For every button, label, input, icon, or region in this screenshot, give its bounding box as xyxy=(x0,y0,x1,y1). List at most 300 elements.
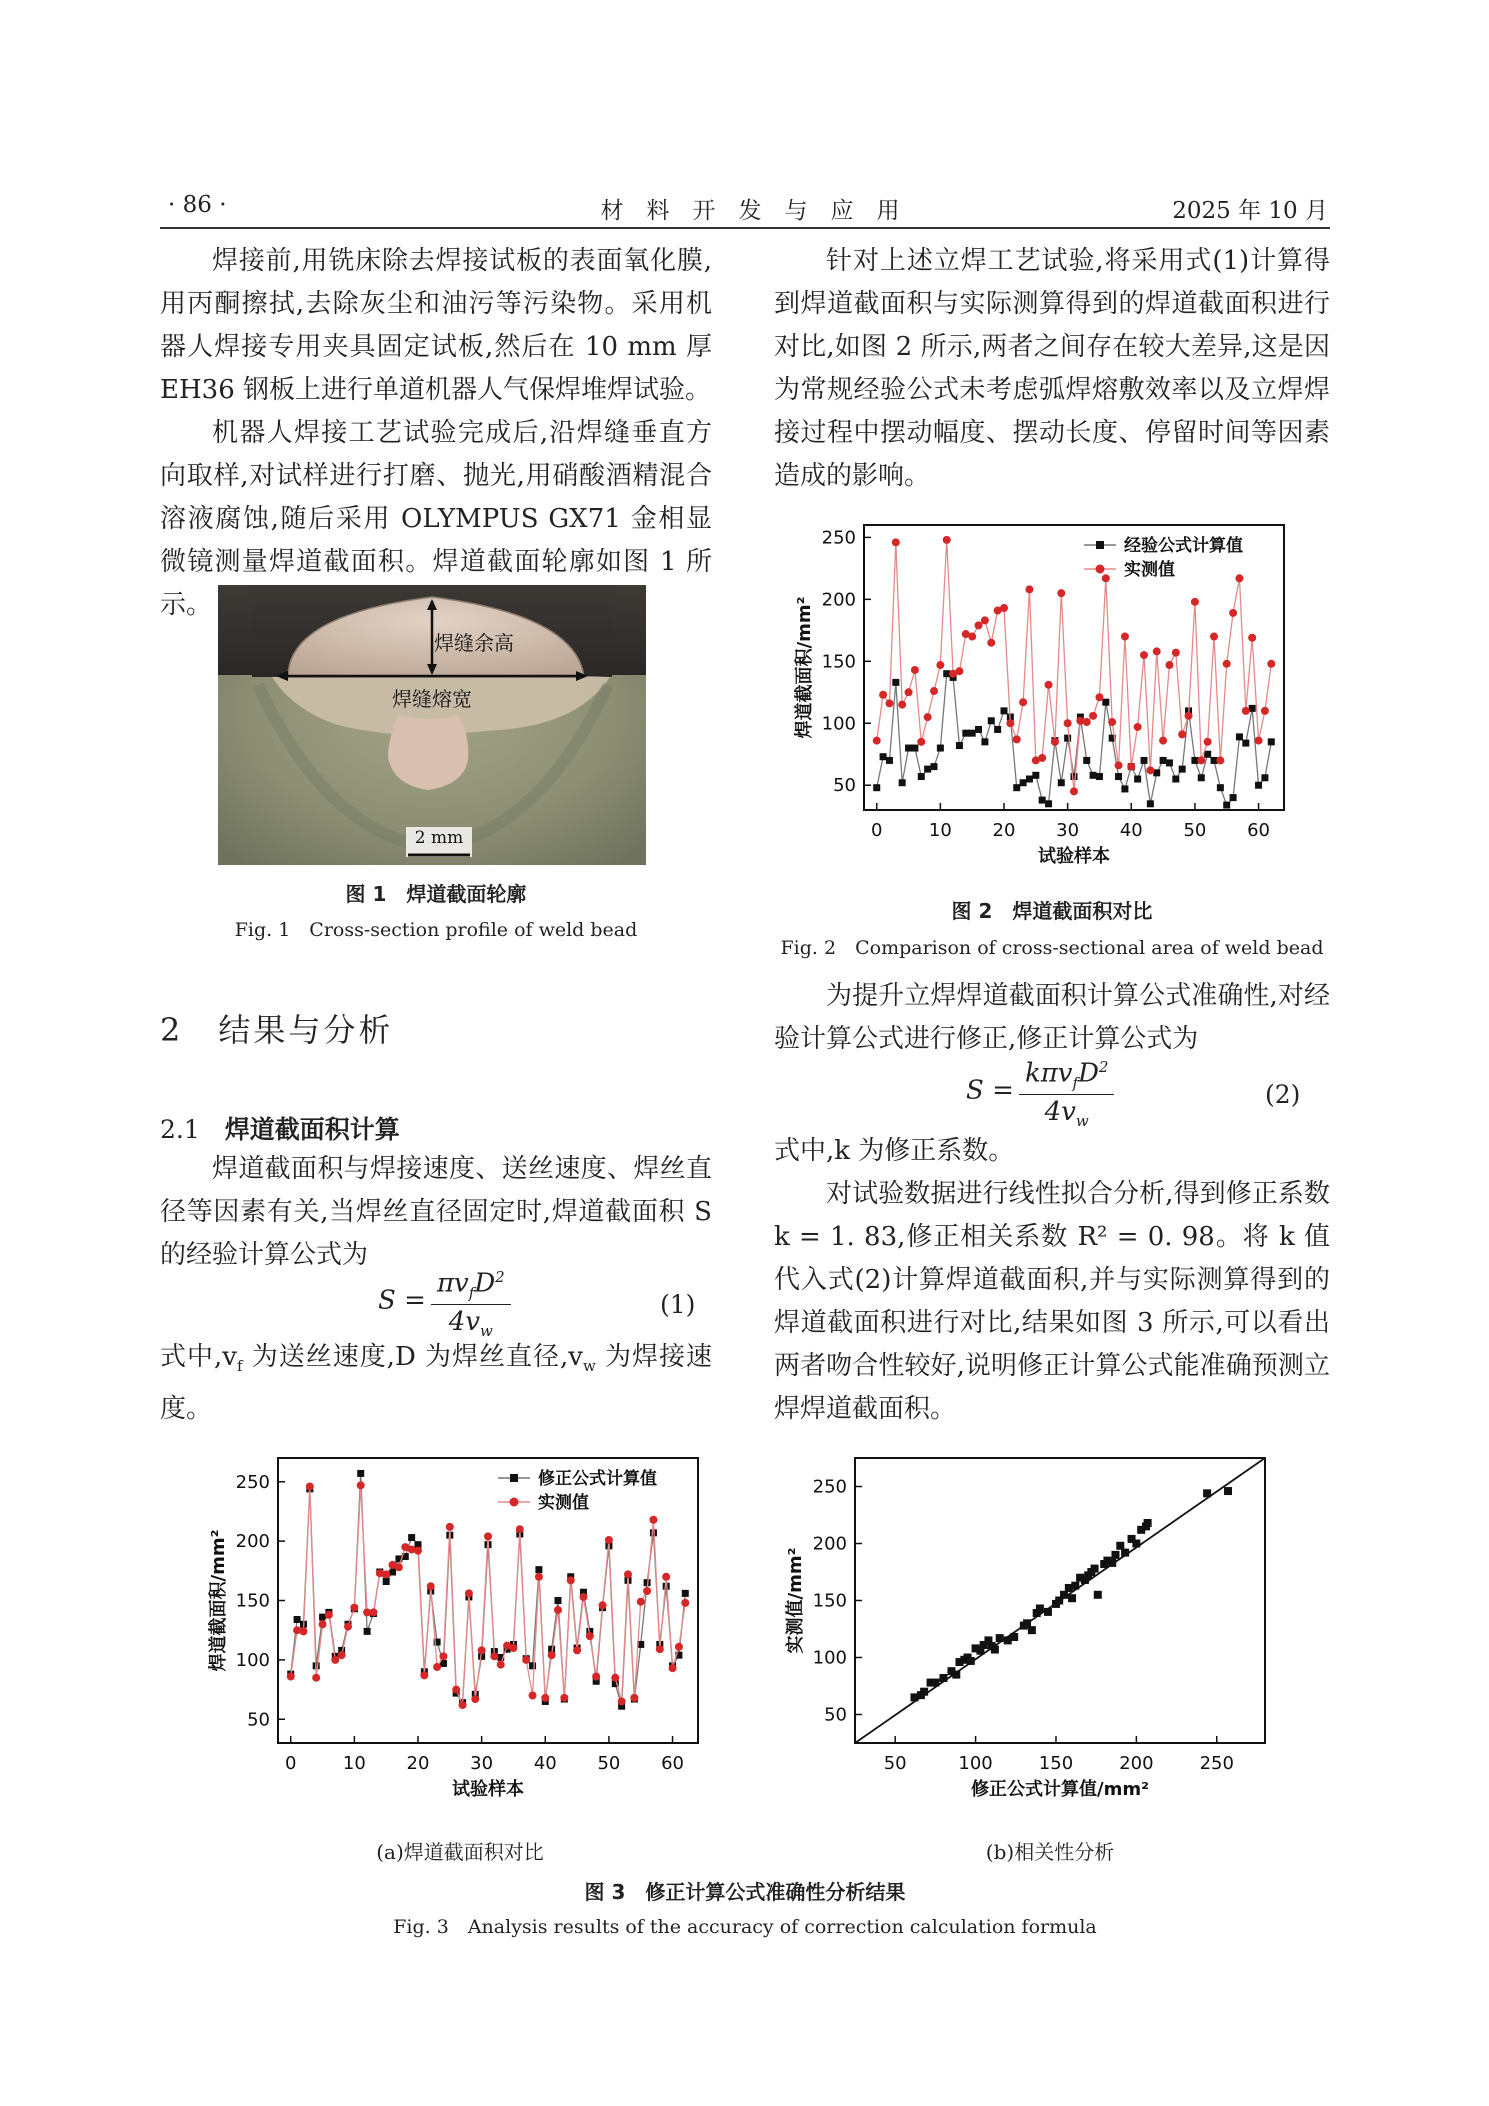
data-point-circle xyxy=(287,1673,295,1681)
data-point-circle xyxy=(395,1563,403,1571)
data-point-circle xyxy=(1025,585,1033,593)
data-point-circle xyxy=(1172,649,1180,657)
data-point-square xyxy=(956,742,963,749)
data-point-circle xyxy=(529,1692,537,1700)
data-point-circle xyxy=(382,1570,390,1578)
x-tick-label: 20 xyxy=(992,820,1016,841)
data-point-square xyxy=(682,1590,689,1597)
data-point-square xyxy=(1147,800,1154,807)
data-point-circle xyxy=(554,1606,562,1614)
y-tick-label: 150 xyxy=(821,651,856,673)
data-point-circle xyxy=(605,1536,613,1544)
x-tick-label: 60 xyxy=(1247,820,1270,841)
x-tick-label: 250 xyxy=(1199,1753,1234,1774)
right-paragraph-2: 为提升立焊焊道截面积计算公式准确性,对经验计算公式进行修正,修正计算公式为 xyxy=(774,981,1330,1054)
y-tick-label: 250 xyxy=(821,527,856,549)
data-point-circle xyxy=(630,1694,638,1702)
x-tick-label: 30 xyxy=(470,1753,494,1774)
data-point-circle xyxy=(465,1589,473,1597)
series-line xyxy=(291,1485,686,1705)
eq2-num-sup: 2 xyxy=(1098,1058,1109,1076)
data-point-square xyxy=(1020,779,1027,786)
x-axis-label: 修正公式计算值/mm² xyxy=(971,1779,1149,1800)
data-point-square xyxy=(1090,772,1097,779)
data-point-circle xyxy=(873,737,881,745)
x-tick-label: 30 xyxy=(1056,820,1080,841)
right-paragraph-1: 针对上述立焊工艺试验,将采用式(1)计算得到焊道截面积与实际测算得到的焊道截面积进行对比,如图 2 所示,两者之间存在较大差异,这是因为常规经验公式未考虑弧焊熔敷效率以及立焊焊接过程中摆动幅度、摆动长度、停留时间等因素造成的影响。 xyxy=(774,246,1330,491)
p4-sub1: f xyxy=(236,1357,243,1376)
data-point-square xyxy=(886,757,893,764)
data-point-square xyxy=(1001,707,1008,714)
figure-1-caption-cn: 图 1 焊道截面轮廓 xyxy=(345,882,527,906)
data-point-circle xyxy=(541,1694,549,1702)
eq1-num-sup: 2 xyxy=(495,1268,505,1286)
data-point-square xyxy=(952,1671,960,1679)
data-point-square xyxy=(918,773,925,780)
x-tick-label: 60 xyxy=(661,1753,684,1774)
data-point-square xyxy=(408,1534,415,1541)
figure-3a-chart xyxy=(198,1440,718,1820)
data-point-circle xyxy=(446,1523,454,1531)
y-tick-label: 50 xyxy=(824,1704,847,1726)
data-point-square xyxy=(991,1646,999,1654)
data-point-square xyxy=(1116,1542,1124,1550)
data-point-circle xyxy=(936,661,944,669)
data-point-square xyxy=(1094,1591,1102,1599)
data-point-circle xyxy=(490,1652,498,1660)
data-point-square xyxy=(1132,1540,1140,1548)
x-axis-label: 试验样本 xyxy=(1038,846,1110,867)
eq1-fraction xyxy=(431,1268,511,1340)
data-point-circle xyxy=(1191,598,1199,606)
data-point-circle xyxy=(599,1601,607,1609)
p4-c: 为焊接速度。 xyxy=(160,1342,712,1425)
data-point-square xyxy=(1230,794,1237,801)
data-point-circle xyxy=(459,1701,467,1709)
data-point-square xyxy=(1028,1626,1036,1634)
figure-1-caption-en: Fig. 1 Cross-section profile of weld bead xyxy=(234,919,638,941)
data-point-circle xyxy=(898,701,906,709)
data-point-square xyxy=(1083,757,1090,764)
figure-1-micrograph xyxy=(218,585,646,865)
data-point-circle xyxy=(478,1646,486,1654)
eq1-num-sub: f xyxy=(468,1283,475,1302)
data-point-circle xyxy=(1045,681,1053,689)
subsection-heading xyxy=(160,1110,400,1146)
data-point-square xyxy=(994,726,1001,733)
data-point-circle xyxy=(649,1516,657,1524)
data-point-square xyxy=(1121,1549,1129,1557)
data-point-circle xyxy=(579,1593,587,1601)
x-tick-label: 20 xyxy=(406,1753,430,1774)
data-point-circle xyxy=(1108,718,1116,726)
eq2-num: kπv xyxy=(1024,1058,1073,1089)
data-point-circle xyxy=(1140,651,1148,659)
data-point-circle xyxy=(484,1532,492,1540)
data-point-circle xyxy=(1223,660,1231,668)
eq2-lhs: S = xyxy=(966,1075,1014,1106)
data-point-circle xyxy=(1153,647,1161,655)
x-tick-label: 50 xyxy=(1183,820,1207,841)
data-point-square xyxy=(1141,757,1148,764)
y-axis-label: 实测值/mm² xyxy=(785,1547,806,1654)
figure-3-caption-cn: 图 3 修正计算公式准确性分析结果 xyxy=(584,1880,906,1904)
figure-3-caption-en: Fig. 3 Analysis results of the accuracy of correction calculation formula xyxy=(393,1916,1097,1938)
data-point-square xyxy=(357,1470,364,1477)
y-tick-label: 50 xyxy=(247,1709,270,1731)
y-axis-label: 焊道截面积/mm² xyxy=(794,596,815,739)
equation-2-number: (2) xyxy=(1265,1080,1301,1109)
y-tick-label: 200 xyxy=(821,589,856,611)
data-point-square xyxy=(1144,1519,1152,1527)
label-weld-height: 焊缝余高 xyxy=(434,631,514,655)
data-point-circle xyxy=(414,1547,422,1555)
data-point-circle xyxy=(1121,633,1129,641)
data-point-circle xyxy=(592,1673,600,1681)
data-point-square xyxy=(1032,772,1039,779)
x-tick-label: 0 xyxy=(871,820,883,841)
data-point-circle xyxy=(1115,761,1123,769)
y-axis-label: 焊道截面积/mm² xyxy=(208,1529,229,1672)
data-point-square xyxy=(1096,773,1103,780)
data-point-circle xyxy=(331,1656,339,1664)
y-tick-label: 100 xyxy=(821,713,856,735)
data-point-circle xyxy=(1210,633,1218,641)
data-point-square xyxy=(1255,782,1262,789)
data-point-circle xyxy=(1064,719,1072,727)
y-tick-label: 100 xyxy=(235,1649,270,1671)
data-point-square xyxy=(905,745,912,752)
data-point-square xyxy=(1036,1604,1044,1612)
y-tick-label: 200 xyxy=(812,1533,847,1555)
data-point-circle xyxy=(1000,604,1008,612)
eq1-den-sub: w xyxy=(480,1322,493,1341)
eq1-lhs: S = xyxy=(378,1285,426,1316)
data-point-circle xyxy=(312,1674,320,1682)
data-point-circle xyxy=(637,1598,645,1606)
data-point-circle xyxy=(1013,735,1021,743)
data-point-circle xyxy=(1248,634,1256,642)
data-point-circle xyxy=(987,639,995,647)
x-tick-label: 40 xyxy=(533,1753,557,1774)
eq2-num-tail: D xyxy=(1078,1058,1099,1089)
data-point-square xyxy=(899,779,906,786)
data-point-square xyxy=(920,1688,928,1696)
data-point-circle xyxy=(1229,609,1237,617)
data-point-square xyxy=(1010,1633,1018,1641)
data-point-circle xyxy=(319,1620,327,1628)
data-point-circle xyxy=(669,1664,677,1672)
data-point-circle xyxy=(560,1694,568,1702)
legend-label: 实测值 xyxy=(538,1493,589,1513)
data-point-square xyxy=(911,745,918,752)
data-point-square xyxy=(1172,776,1179,783)
data-point-circle xyxy=(573,1646,581,1654)
data-point-square xyxy=(1236,733,1243,740)
data-point-square xyxy=(1023,1619,1031,1627)
data-point-square xyxy=(1160,757,1167,764)
legend-marker xyxy=(1096,541,1104,549)
data-point-circle xyxy=(681,1599,689,1607)
data-point-square xyxy=(1242,740,1249,747)
data-point-circle xyxy=(955,667,963,675)
data-point-square xyxy=(1166,759,1173,766)
data-point-square xyxy=(1204,751,1211,758)
data-point-circle xyxy=(611,1674,619,1682)
figure-2-caption-en: Fig. 2 Comparison of cross-sectional area of weld bead xyxy=(780,937,1324,959)
x-tick-label: 10 xyxy=(342,1753,366,1774)
scale-bar-label: 2 mm xyxy=(414,828,464,848)
data-point-square xyxy=(1179,766,1186,773)
figure-3b-chart xyxy=(760,1440,1280,1820)
data-point-square xyxy=(892,679,899,686)
data-point-circle xyxy=(471,1695,479,1703)
data-point-circle xyxy=(968,633,976,641)
data-point-square xyxy=(555,1597,562,1604)
data-point-square xyxy=(939,1674,947,1682)
data-point-square xyxy=(1217,784,1224,791)
left-paragraph-3: 焊道截面积与焊接速度、送丝速度、焊丝直径等因素有关,当焊丝直径固定时,焊道截面积 S 的经验计算公式为 xyxy=(160,1154,712,1270)
data-point-circle xyxy=(306,1483,314,1491)
eq1-den: 4v xyxy=(448,1306,481,1337)
x-tick-label: 40 xyxy=(1119,820,1143,841)
legend-marker xyxy=(1096,565,1105,574)
x-tick-label: 100 xyxy=(958,1753,993,1774)
subsection-number: 2.1 xyxy=(160,1115,200,1144)
data-point-square xyxy=(1091,1565,1099,1573)
data-point-circle xyxy=(1006,719,1014,727)
data-point-circle xyxy=(1197,756,1205,764)
data-point-square xyxy=(967,1657,975,1665)
data-point-square xyxy=(294,1616,301,1623)
page-number: · 86 · xyxy=(168,192,227,218)
data-point-square xyxy=(383,1578,390,1585)
data-point-square xyxy=(1064,735,1071,742)
data-point-square xyxy=(1203,1489,1211,1497)
data-point-circle xyxy=(1038,754,1046,762)
data-point-circle xyxy=(643,1587,651,1595)
data-point-circle xyxy=(1095,693,1103,701)
data-point-square xyxy=(924,766,931,773)
legend-label: 修正公式计算值 xyxy=(538,1469,657,1489)
data-point-circle xyxy=(1255,737,1263,745)
data-point-circle xyxy=(917,738,925,746)
data-point-circle xyxy=(1102,574,1110,582)
y-tick-label: 250 xyxy=(812,1476,847,1498)
data-point-square xyxy=(996,1634,1004,1642)
equation-2 xyxy=(966,1058,1114,1130)
data-point-circle xyxy=(1165,661,1173,669)
data-point-circle xyxy=(357,1481,365,1489)
data-point-circle xyxy=(522,1656,530,1664)
legend-label: 实测值 xyxy=(1124,560,1175,580)
data-point-square xyxy=(931,1679,939,1687)
data-point-circle xyxy=(1204,738,1212,746)
data-point-square xyxy=(1071,1582,1079,1590)
data-point-square xyxy=(931,763,938,770)
header-rule xyxy=(160,227,1330,229)
data-point-square xyxy=(1134,776,1141,783)
y-tick-label: 150 xyxy=(235,1590,270,1612)
data-point-circle xyxy=(975,621,983,629)
left-paragraph-1: 焊接前,用铣床除去焊接试板的表面氧化膜,用丙酮擦拭,去除灰尘和油污等污染物。采用机器人焊接专用夹具固定试板,然后在 10 mm 厚 EH36 钢板上进行单道机器人气保焊堆焊试验。 xyxy=(160,246,712,405)
data-point-circle xyxy=(1235,574,1243,582)
y-tick-label: 250 xyxy=(235,1471,270,1493)
data-point-circle xyxy=(662,1573,670,1581)
label-weld-width: 焊缝熔宽 xyxy=(392,687,472,711)
data-point-circle xyxy=(930,687,938,695)
data-point-square xyxy=(1121,785,1128,792)
data-point-circle xyxy=(1178,730,1186,738)
data-point-circle xyxy=(1242,707,1250,715)
eq2-fraction xyxy=(1019,1058,1115,1130)
data-point-circle xyxy=(1089,712,1097,720)
data-point-circle xyxy=(624,1570,632,1578)
section-heading: 2 结果与分析 xyxy=(160,1011,394,1049)
figure-2-chart xyxy=(774,505,1314,880)
data-point-circle xyxy=(1134,723,1142,731)
issue-date: 2025 年 10 月 xyxy=(1172,198,1328,224)
data-point-square xyxy=(1060,1591,1068,1599)
legend-marker xyxy=(510,1498,519,1507)
data-point-square xyxy=(1058,779,1065,786)
data-point-square xyxy=(962,730,969,737)
eq2-num-sub: f xyxy=(1072,1073,1079,1092)
data-point-square xyxy=(975,726,982,733)
data-point-circle xyxy=(567,1576,575,1584)
data-point-square xyxy=(1071,773,1078,780)
x-tick-label: 50 xyxy=(883,1753,907,1774)
x-tick-label: 150 xyxy=(1038,1753,1074,1774)
p4-sub2: w xyxy=(582,1357,596,1376)
legend-label: 经验公式计算值 xyxy=(1124,536,1243,556)
p4-b: 为送丝速度,D 为焊丝直径,v xyxy=(242,1342,583,1372)
data-point-circle xyxy=(299,1627,307,1635)
data-point-square xyxy=(937,745,944,752)
figure-3a-subcaption: (a)焊道截面积对比 xyxy=(376,1840,544,1864)
data-point-circle xyxy=(892,538,900,546)
data-point-circle xyxy=(452,1686,460,1694)
data-point-circle xyxy=(1185,712,1193,720)
data-point-square xyxy=(1013,784,1020,791)
data-point-circle xyxy=(1057,589,1065,597)
data-point-circle xyxy=(1159,737,1167,745)
y-tick-label: 150 xyxy=(812,1590,847,1612)
data-point-circle xyxy=(420,1671,428,1679)
data-point-square xyxy=(1108,1559,1116,1567)
data-point-square xyxy=(1261,774,1268,781)
data-point-circle xyxy=(943,536,951,544)
p4-a: 式中,v xyxy=(160,1342,237,1372)
right-paragraph-3: 式中,k 为修正系数。 xyxy=(774,1136,1015,1166)
data-point-circle xyxy=(879,691,887,699)
series-line xyxy=(291,1473,686,1706)
right-paragraph-4: 对试验数据进行线性拟合分析,得到修正系数 k = 1. 83,修正相关系数 R² = 0. 98。将 k 值代入式(2)计算焊道截面积,并与实际测算得到的焊道截面积进行对比,结果如图 3 所示,可以看出两者吻合性较好,说明修正计算公式能准确预测立焊焊道截面积。 xyxy=(774,1179,1330,1424)
subsection-title: 焊道截面积计算 xyxy=(224,1115,400,1144)
series-line xyxy=(877,540,1272,792)
eq2-den-sub: w xyxy=(1075,1112,1089,1131)
x-tick-label: 50 xyxy=(597,1753,621,1774)
data-point-square xyxy=(529,1662,536,1669)
eq1-num-tail: D xyxy=(474,1268,496,1299)
y-tick-label: 100 xyxy=(812,1647,847,1669)
data-point-circle xyxy=(675,1643,683,1651)
data-point-circle xyxy=(516,1525,524,1533)
data-point-circle xyxy=(497,1661,505,1669)
data-point-circle xyxy=(535,1573,543,1581)
data-point-circle xyxy=(439,1652,447,1660)
data-point-square xyxy=(981,738,988,745)
data-point-square xyxy=(1223,802,1230,809)
figure-3b-subcaption: (b)相关性分析 xyxy=(985,1840,1115,1864)
journal-title: 材 料 开 发 与 应 用 xyxy=(600,198,900,224)
data-point-square xyxy=(364,1628,371,1635)
data-point-circle xyxy=(369,1608,377,1616)
left-paragraph-4 xyxy=(160,1336,712,1431)
data-point-square xyxy=(1044,1608,1052,1616)
data-point-square xyxy=(1026,776,1033,783)
y-tick-label: 200 xyxy=(235,1531,270,1553)
data-point-square xyxy=(969,730,976,737)
data-point-square xyxy=(1068,1594,1076,1602)
data-point-circle xyxy=(1051,738,1059,746)
x-tick-label: 10 xyxy=(928,820,952,841)
data-point-circle xyxy=(1261,707,1269,715)
data-point-circle xyxy=(1216,756,1224,764)
data-point-square xyxy=(1268,738,1275,745)
data-point-circle xyxy=(618,1697,626,1705)
data-point-circle xyxy=(509,1644,517,1652)
data-point-square xyxy=(988,717,995,724)
left-paragraph-2: 机器人焊接工艺试验完成后,沿焊缝垂直方向取样,对试样进行打磨、抛光,用硝酸酒精混合溶液腐蚀,随后采用 OLYMPUS GX71 金相显微镜测量焊道截面积。焊道截面轮廓如图 1 所示。 xyxy=(160,418,712,620)
data-point-circle xyxy=(433,1663,441,1671)
data-point-circle xyxy=(1146,766,1154,774)
data-point-square xyxy=(1198,774,1205,781)
data-point-square xyxy=(880,753,887,760)
data-point-square xyxy=(1045,800,1052,807)
data-point-circle xyxy=(656,1645,664,1653)
data-point-square xyxy=(1115,773,1122,780)
legend-marker xyxy=(510,1474,518,1482)
data-point-circle xyxy=(885,699,893,707)
data-point-circle xyxy=(905,688,913,696)
eq2-den: 4v xyxy=(1044,1096,1076,1127)
x-tick-label: 0 xyxy=(285,1753,297,1774)
y-tick-label: 50 xyxy=(833,775,856,797)
data-point-circle xyxy=(1019,698,1027,706)
data-point-circle xyxy=(338,1651,346,1659)
data-point-circle xyxy=(325,1611,333,1619)
data-point-circle xyxy=(924,713,932,721)
data-point-circle xyxy=(1127,763,1135,771)
data-point-square xyxy=(1039,797,1046,804)
data-point-circle xyxy=(911,666,919,674)
data-point-circle xyxy=(1070,787,1078,795)
data-point-circle xyxy=(586,1632,594,1640)
data-point-square xyxy=(1111,1551,1119,1559)
data-point-square xyxy=(535,1566,542,1573)
data-point-circle xyxy=(427,1582,435,1590)
x-tick-label: 200 xyxy=(1119,1753,1154,1774)
data-point-circle xyxy=(1267,660,1275,668)
x-axis-label: 试验样本 xyxy=(452,1779,524,1800)
equation-1 xyxy=(378,1268,511,1340)
data-point-square xyxy=(873,784,880,791)
data-point-circle xyxy=(344,1623,352,1631)
data-point-circle xyxy=(548,1651,556,1659)
data-point-circle xyxy=(981,616,989,624)
equation-1-number: (1) xyxy=(660,1290,696,1319)
